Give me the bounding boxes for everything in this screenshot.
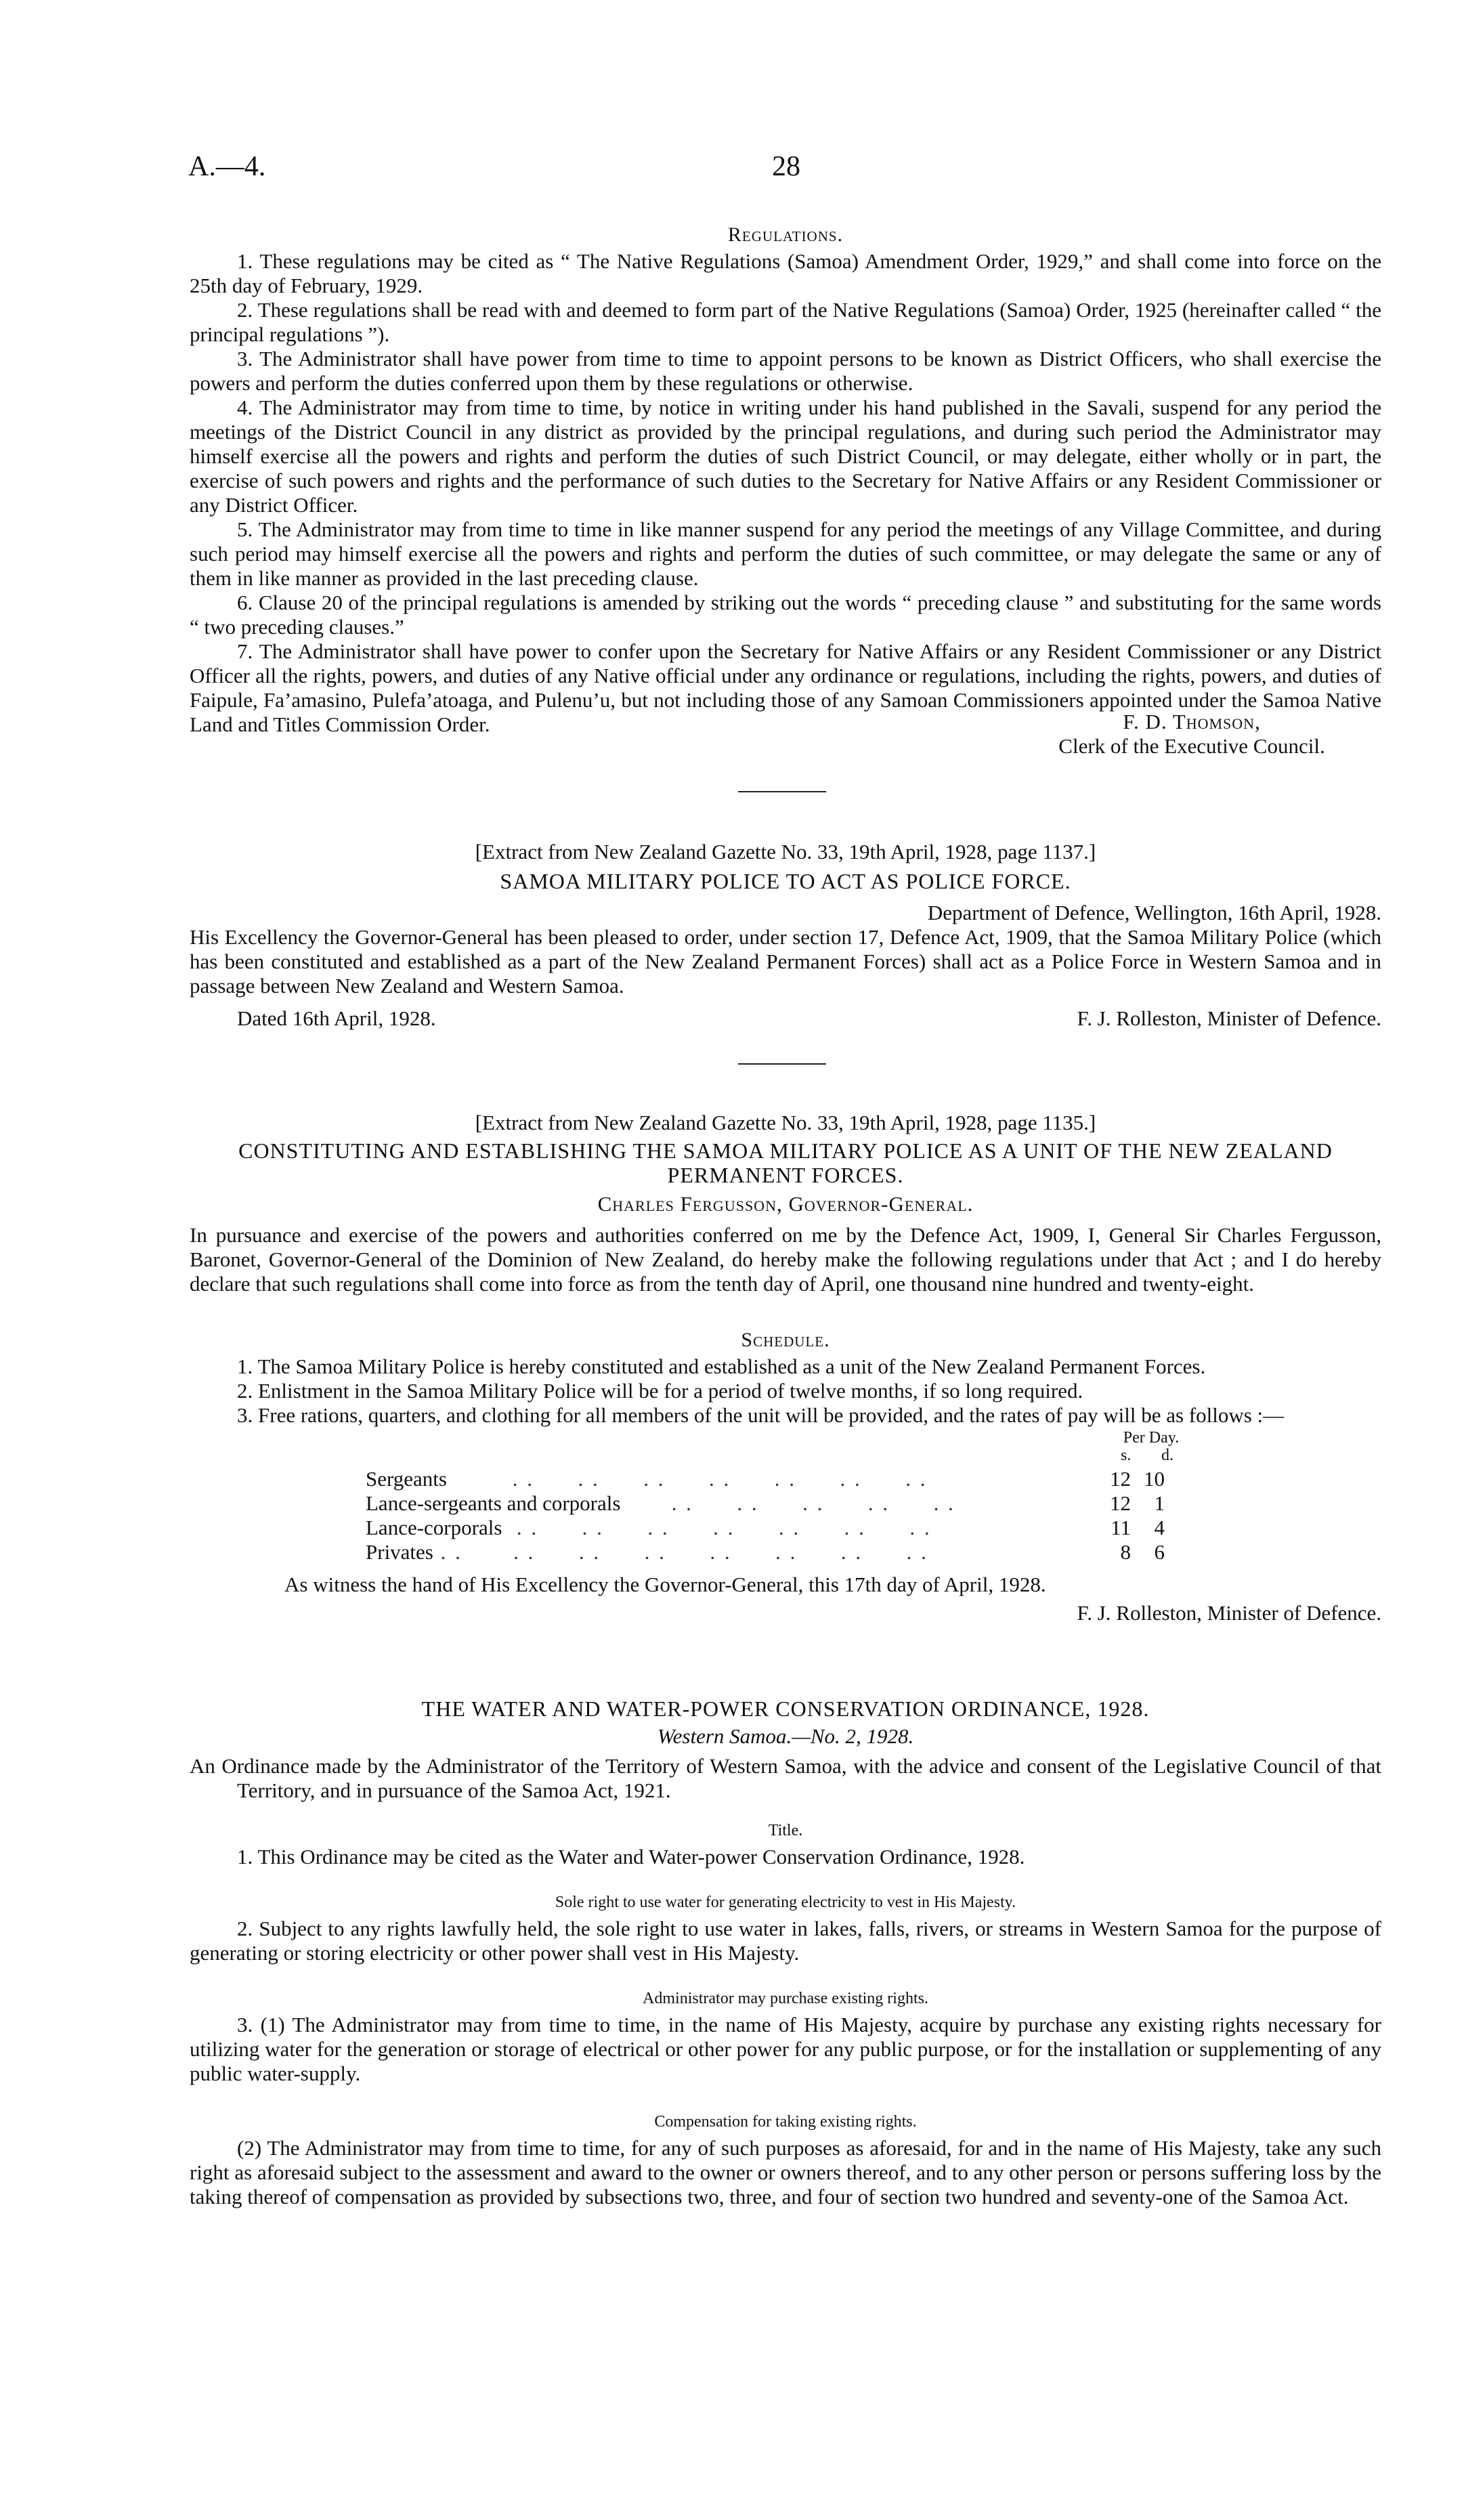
schedule-item-3: 3. Free rations, quarters, and clothing for all members of the unit will be provided, and the rates of pay will be as follows :— — [237, 1403, 1285, 1427]
pay-pence: 10 — [1144, 1467, 1165, 1491]
pay-shillings: 12 — [1110, 1467, 1131, 1491]
section-divider — [738, 1063, 826, 1065]
pay-header: Per Day. — [1123, 1429, 1180, 1447]
ordinance-section-3-1: 3. (1) The Administrator may from time to time, in the name of His Majesty, acquire by purchase any existing rights necessary for utilizing water for the generation or storage of electrical or other power for any public purpose, or for the installation or supplementing of any public water-supply. — [190, 2013, 1381, 2085]
section-side-heading: Compensation for taking existing rights. — [654, 2113, 917, 2131]
schedule-item-2: 2. Enlistment in the Samoa Military Police will be for a period of twelve months, if so long required. — [237, 1379, 1083, 1403]
regulations-heading: Regulations. — [727, 223, 844, 246]
schedule-body — [190, 1354, 1381, 1428]
regulation-item-5: 5. The Administrator may from time to time in like manner suspend for any period the meetings of any Village Committee, and during such period may himself exercise all the powers and rights and perform the duties of such committee, or may delegate the same or any of them in like manner as provided in the last preceding clause. — [190, 517, 1381, 590]
schedule-heading: Schedule. — [741, 1329, 830, 1351]
rank-label: Lance-sergeants and corporals — [366, 1491, 621, 1515]
leader-dots: . . . . . . . . . . . . . . . . — [433, 1540, 928, 1564]
military-body: In pursuance and exercise of the powers and authorities conferred on me by the Defence Act, 1909, I, General Sir Charles Fergusson, Baronet, Governor-General of the Dominion of New Zealand, do hereby make the following regulations under that Act ; and I do hereby declare that such regulations shall come into force as from the tenth day of April, one thousand nine hundred and twenty-eight. — [190, 1223, 1381, 1296]
regulation-item-1: 1. These regulations may be cited as “ The Native Regulations (Samoa) Amendment Order, 1929,” and shall come into force on the 25th day of February, 1929. — [190, 249, 1381, 297]
section-side-heading: Title. — [768, 1822, 803, 1839]
pay-rates-table — [366, 1467, 1165, 1564]
regulations-body — [190, 249, 1381, 737]
page-number: 28 — [772, 151, 800, 182]
rank-label: Sergeants — [366, 1467, 447, 1491]
schedule-item-1: 1. The Samoa Military Police is hereby constituted and established as a unit of the New Zealand Permanent Forces. — [237, 1354, 1206, 1378]
rank-label: Privates — [366, 1540, 433, 1564]
leader-dots: . . . . . . . . . . . . . . — [446, 1467, 928, 1491]
military-title-line2: PERMANENT FORCES. — [667, 1163, 904, 1187]
governor-line: Charles Fergusson, Governor-General. — [597, 1192, 974, 1216]
regulations-signature-title: Clerk of the Executive Council. — [1058, 734, 1325, 758]
military-signature: F. J. Rolleston, Minister of Defence. — [1077, 1601, 1381, 1625]
table-row — [366, 1491, 1165, 1516]
pay-pence: 6 — [1154, 1540, 1165, 1564]
ordinance-subtitle: Western Samoa.—No. 2, 1928. — [657, 1724, 914, 1748]
section-divider — [738, 791, 826, 792]
table-row — [366, 1467, 1165, 1491]
section-side-heading: Sole right to use water for generating electricity to vest in His Majesty. — [555, 1894, 1016, 1911]
table-row — [366, 1540, 1165, 1564]
pay-shillings: 12 — [1110, 1491, 1131, 1515]
military-title-line1: CONSTITUTING AND ESTABLISHING THE SAMOA MILITARY POLICE AS A UNIT OF THE NEW ZEALAND — [238, 1138, 1333, 1163]
ordinance-section-1: 1. This Ordinance may be cited as the Water and Water-power Conservation Ordinance, 1928. — [237, 1845, 1025, 1868]
police-signature: F. J. Rolleston, Minister of Defence. — [1077, 1006, 1381, 1030]
leader-dots: . . . . . . . . . . . . . . — [502, 1516, 932, 1539]
police-extract-line: [Extract from New Zealand Gazette No. 33, 19th April, 1928, page 1137.] — [475, 840, 1096, 863]
police-dated: Dated 16th April, 1928. — [237, 1006, 436, 1030]
regulation-item-3: 3. The Administrator shall have power from time to time to appoint persons to be known as District Officers, who shall exercise the powers and perform the duties conferred upon them by these regulations or otherwise. — [190, 347, 1381, 395]
pay-shillings: 11 — [1111, 1516, 1131, 1539]
ordinance-preamble: An Ordinance made by the Administrator of the Territory of Western Samoa, with the advice and consent of the Legislative Council of that Territory, and in pursuance of the Samoa Act, 1921. — [190, 1754, 1381, 1802]
regulation-item-2: 2. These regulations shall be read with and deemed to form part of the Native Regulations (Samoa) Order, 1925 (hereinafter called “ the principal regulations ”). — [190, 298, 1381, 346]
regulation-item-4: 4. The Administrator may from time to time, by notice in writing under his hand published in the Savali, suspend for any period the meetings of the District Council in any district as provided by the principal regulations, and during such period the Administrator may himself exercise all the powers and rights and perform the duties of such District Council, or may delegate, either wholly or in part, the exercise of such powers and rights and the performance of such duties to the Secretary for Native Affairs or any Resident Commissioner or any District Officer. — [190, 396, 1381, 517]
ordinance-section-3-2: (2) The Administrator may from time to time, for any of such purposes as aforesaid, for and in the name of His Majesty, take any such right as aforesaid subject to the assessment and award to the owner or owners thereof, and to any other person or persons suffering loss by the taking thereof of compensation as provided by subsections two, three, and four of section two hundred and seventy-one of the Samoa Act. — [190, 2136, 1381, 2208]
leader-dots: . . . . . . . . . . — [620, 1491, 955, 1515]
ordinance-title: THE WATER AND WATER-POWER CONSERVATION ORDINANCE, 1928. — [421, 1696, 1150, 1721]
witness-line: As witness the hand of His Excellency the Governor-General, this 17th day of April, 1928. — [284, 1573, 1046, 1596]
police-dateline: Department of Defence, Wellington, 16th April, 1928. — [927, 901, 1381, 924]
document-reference: A.—4. — [188, 151, 266, 182]
police-title: SAMOA MILITARY POLICE TO ACT AS POLICE FORCE. — [500, 869, 1071, 893]
military-extract-line: [Extract from New Zealand Gazette No. 33, 19th April, 1928, page 1135.] — [475, 1111, 1096, 1134]
rank-label: Lance-corporals — [366, 1516, 502, 1539]
section-side-heading: Administrator may purchase existing rights. — [643, 1990, 928, 2007]
pay-shillings: 8 — [1120, 1540, 1131, 1564]
police-body: His Excellency the Governor-General has been pleased to order, under section 17, Defence Act, 1909, that the Samoa Military Police (which has been constituted and established as a part of the New Zealand Permanent Forces) shall act as a Police Force in Western Samoa and in passage between New Zealand and Western Samoa. — [190, 925, 1381, 998]
ordinance-section-2: 2. Subject to any rights lawfully held, the sole right to use water in lakes, falls, rivers, or streams in Western Samoa for the purpose of generating or storing electricity or other power shall vest in His Majesty. — [190, 1917, 1381, 1965]
regulation-item-7: 7. The Administrator shall have power to confer upon the Secretary for Native Affairs or any Resident Commissioner or any District Officer all the rights, powers, and duties of any Native official under any ordinance or regulations, including the rights, powers, and duties of Faipule, Fa’amasino, Pulefa’atoaga, and Pulenu’u, but not including those of any Samoan Commissioners appointed under the Samoa Native Land and Titles Commission Order. — [190, 639, 1381, 736]
pay-pence: 1 — [1154, 1491, 1165, 1515]
regulation-item-6: 6. Clause 20 of the principal regulations is amended by striking out the words “ preceding clause ” and substituting for the same words “ two preceding clauses.” — [190, 591, 1381, 639]
table-row — [366, 1516, 1165, 1540]
regulations-signature-name: F. D. Thomson, — [1123, 710, 1261, 733]
pay-subheader-pence: d. — [1161, 1447, 1174, 1464]
pay-pence: 4 — [1154, 1516, 1165, 1539]
pay-subheader-shillings: s. — [1121, 1447, 1132, 1464]
